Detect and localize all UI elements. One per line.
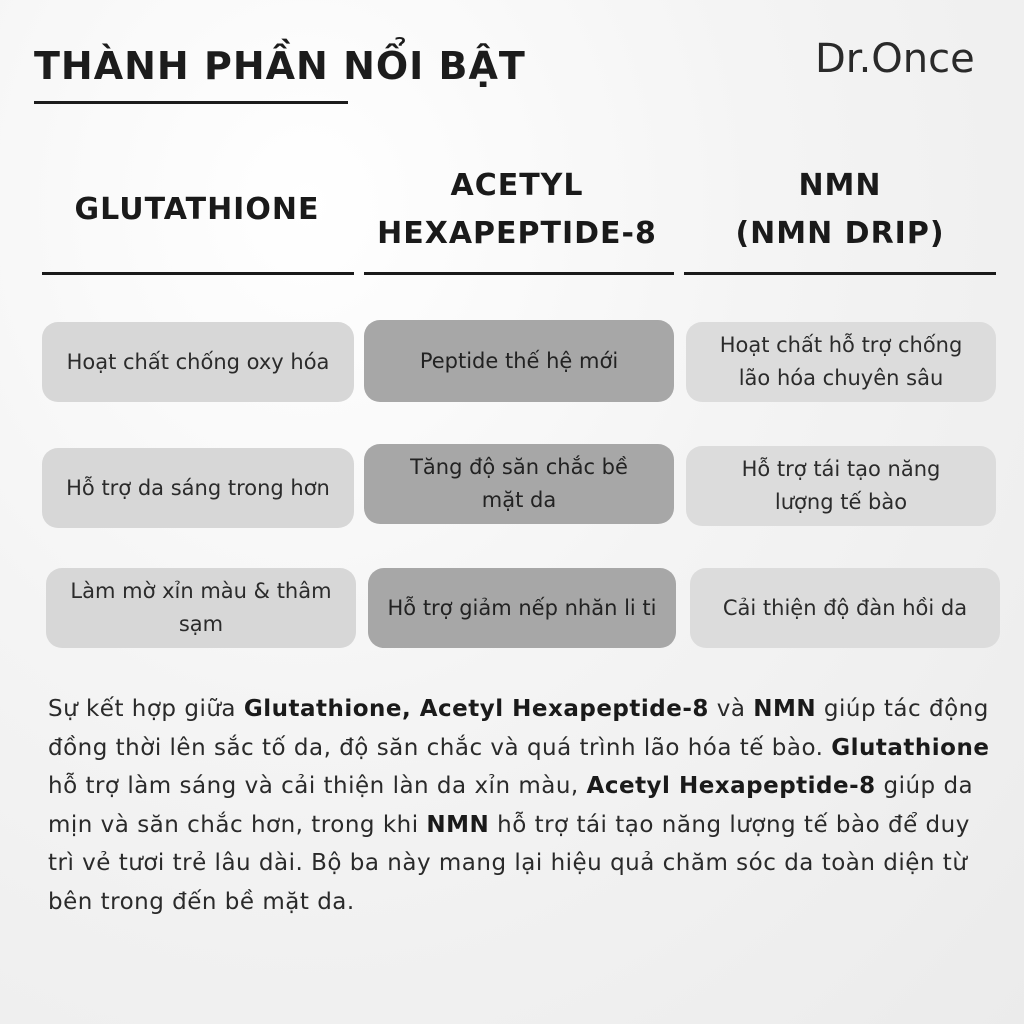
benefit-card <box>42 448 354 528</box>
card-text: mặt da <box>481 488 557 512</box>
benefit-card <box>686 322 996 402</box>
column-divider <box>42 272 354 275</box>
column-heading-line: ACETYL <box>450 168 584 203</box>
title-underline <box>34 101 348 104</box>
column-heading-line: (NMN DRIP) <box>735 216 945 251</box>
column-heading-nmn <box>684 160 996 260</box>
card-text: Peptide thế hệ mới <box>419 348 619 373</box>
benefit-card <box>364 320 674 402</box>
card-text: lượng tế bào <box>774 490 908 514</box>
summary-paragraph <box>48 690 992 921</box>
column-divider <box>684 272 996 275</box>
summary-text: giúp tác động đồng thời lên sắc tố da, độ săn chắc và quá trình lão hóa tế bào. <box>48 696 989 761</box>
card-text: Hoạt chất hỗ trợ chống <box>719 333 963 357</box>
card-text: sạm <box>178 612 224 636</box>
benefit-card <box>686 446 996 526</box>
brand-logo: Dr.Once <box>815 36 975 82</box>
summary-text: Sự kết hợp giữa <box>48 696 244 722</box>
benefit-card <box>690 568 1000 648</box>
card-text: Làm mờ xỉn màu & thâm <box>70 579 332 603</box>
summary-text: và <box>708 696 754 722</box>
summary-highlight: Acetyl Hexapeptide-8 <box>586 773 876 799</box>
card-text: lão hóa chuyên sâu <box>738 366 944 390</box>
summary-highlight: Glutathione, Acetyl Hexapeptide-8 <box>243 696 709 722</box>
summary-text: giúp da mịn và săn chắc hơn, trong khi <box>48 773 974 838</box>
benefit-card <box>42 322 354 402</box>
column-heading-line: GLUTATHIONE <box>74 192 320 227</box>
benefit-card <box>46 568 356 648</box>
card-text: Hoạt chất chống oxy hóa <box>66 349 330 374</box>
summary-text: hỗ trợ tái tạo năng lượng tế bào để duy trì vẻ tươi trẻ lâu dài. Bộ ba này mang lại hiệu quả chăm sóc da toàn diện từ bên trong đến bề mặt da. <box>48 811 970 915</box>
column-heading-acetyl-hexapeptide <box>354 160 680 260</box>
summary-highlight: Glutathione <box>831 734 990 761</box>
column-heading-line: HEXAPEPTIDE-8 <box>377 216 657 251</box>
benefit-card <box>364 444 674 524</box>
card-text: Hỗ trợ tái tạo năng <box>741 457 941 481</box>
card-text: Hỗ trợ giảm nếp nhăn li ti <box>387 595 657 620</box>
benefit-card <box>368 568 676 648</box>
column-heading-glutathione <box>40 160 354 260</box>
summary-highlight: NMN <box>426 811 490 838</box>
column-heading-line: NMN <box>798 168 882 203</box>
card-text: Cải thiện độ đàn hồi da <box>722 595 968 620</box>
page-title: THÀNH PHẦN NỔI BẬT <box>34 44 526 88</box>
summary-highlight: NMN <box>753 696 817 722</box>
column-divider <box>364 272 674 275</box>
card-text: Tăng độ săn chắc bề <box>410 455 628 479</box>
card-text: Hỗ trợ da sáng trong hơn <box>66 475 330 500</box>
summary-text: hỗ trợ làm sáng và cải thiện làn da xỉn màu, <box>48 773 587 799</box>
